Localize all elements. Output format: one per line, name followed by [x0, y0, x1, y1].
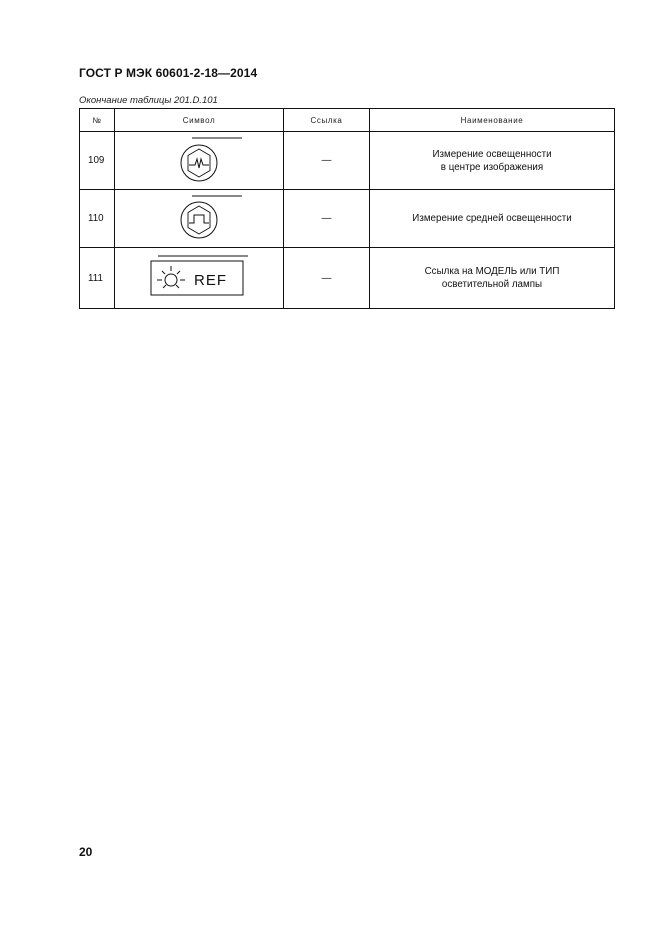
- name-line: в центре изображения: [440, 161, 544, 173]
- reference-cell: —: [284, 190, 370, 248]
- name-cell: [370, 190, 615, 248]
- reference-cell: —: [284, 132, 370, 190]
- name-line: Измерение средней освещенности: [412, 213, 572, 224]
- page-number: 20: [79, 845, 93, 859]
- table-row: [80, 190, 615, 248]
- name-line: Измерение освещенности: [432, 148, 552, 160]
- average-illuminance-icon: [154, 193, 244, 245]
- symbols-table: [79, 108, 615, 309]
- symbol-cell: [115, 248, 284, 309]
- document-header: ГОСТ Р МЭК 60601-2-18—2014: [79, 66, 258, 80]
- name-line: осветительной лампы: [441, 279, 543, 290]
- reference-cell: —: [284, 248, 370, 309]
- table-row: [80, 132, 615, 190]
- ref-symbol-text: REF: [194, 272, 227, 289]
- name-line: Ссылка на МОДЕЛЬ или ТИП: [424, 266, 560, 277]
- row-number: 111: [80, 248, 115, 309]
- lamp-ref-icon: [144, 253, 254, 303]
- column-header-reference: Ссылка: [284, 109, 370, 132]
- symbol-cell: [115, 132, 284, 190]
- table-row: [80, 248, 615, 309]
- center-illuminance-icon: [154, 135, 244, 187]
- name-cell: [370, 132, 615, 190]
- row-number: 110: [80, 190, 115, 248]
- column-header-number: №: [80, 109, 115, 132]
- lamp-icon: [157, 266, 185, 288]
- column-header-name: Наименование: [370, 109, 615, 132]
- column-header-symbol: Символ: [115, 109, 284, 132]
- row-number: 109: [80, 132, 115, 190]
- symbol-cell: [115, 190, 284, 248]
- name-cell: [370, 248, 615, 309]
- table-caption: Окончание таблицы 201.D.101: [79, 95, 218, 106]
- table-header-row: [80, 109, 615, 132]
